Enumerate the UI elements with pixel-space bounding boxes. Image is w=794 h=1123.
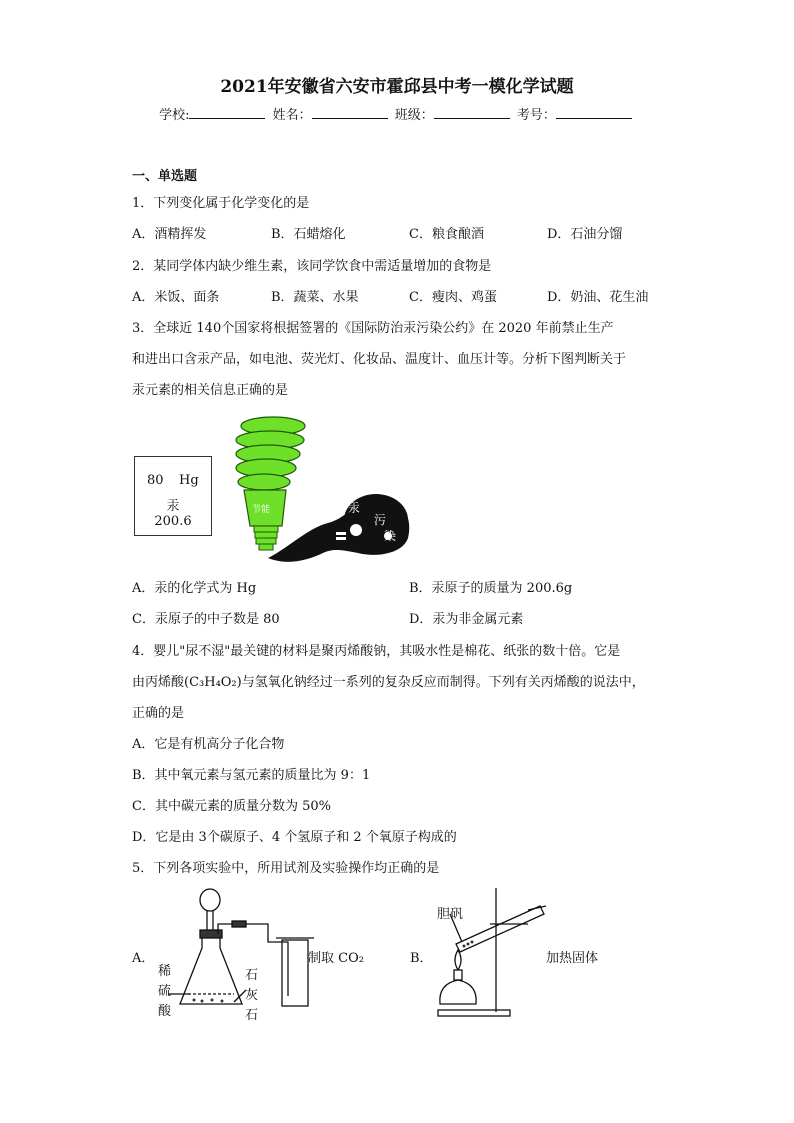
atomic-number: 80 bbox=[147, 473, 164, 488]
name-blank[interactable] bbox=[312, 106, 388, 119]
school-blank[interactable] bbox=[189, 106, 265, 119]
number-blank[interactable] bbox=[556, 106, 632, 119]
number-label: 考号： bbox=[516, 108, 556, 123]
bulb-label: 节能 bbox=[252, 505, 271, 515]
skull-text-3: 染 bbox=[384, 529, 397, 543]
question-4-line-1: 4．婴儿"尿不湿"最关键的材料是聚丙烯酸钠，其吸水性是棉花、纸张的数十倍。它是 bbox=[132, 644, 621, 659]
question-5-option-b-label: B． bbox=[410, 951, 433, 966]
cfl-bulb-pollution-illustration bbox=[228, 408, 418, 568]
question-3-line-3: 汞元素的相关信息正确的是 bbox=[132, 383, 289, 398]
question-4-line-2: 由丙烯酸(C₃H₄O₂)与氢氧化钠经过一系列的复杂反应而制得。下列有关丙烯酸的说法中， bbox=[132, 675, 645, 690]
question-4-option-c: C．其中碳元素的质量分数为 50% bbox=[132, 799, 331, 814]
acid-char-2: 硫 bbox=[158, 984, 172, 999]
page-title: 2021年安徽省六安市霍邱县中考一模化学试题 bbox=[220, 77, 574, 97]
question-2-option-c: C．瘦肉、鸡蛋 bbox=[409, 290, 497, 305]
question-2-stem: 2．某同学体内缺少维生素，该同学饮食中需适量增加的食物是 bbox=[132, 259, 492, 274]
question-2-option-d: D．奶油、花生油 bbox=[547, 290, 649, 305]
question-5-a-caption: 制取 CO₂ bbox=[308, 951, 364, 966]
cfl-spiral bbox=[236, 417, 305, 490]
question-1-option-b: B．石蜡熔化 bbox=[271, 227, 346, 242]
question-1-stem: 1．下列变化属于化学变化的是 bbox=[132, 196, 310, 211]
element-name: 汞 bbox=[166, 499, 180, 514]
question-3-option-b: B．汞原子的质量为 200.6g bbox=[409, 581, 573, 596]
skull-text-1: 汞 bbox=[348, 501, 361, 515]
question-1-option-c: C．粮食酿酒 bbox=[409, 227, 484, 242]
element-card-mercury bbox=[134, 456, 212, 536]
element-symbol: Hg bbox=[179, 473, 199, 488]
class-blank[interactable] bbox=[434, 106, 510, 119]
question-3-line-2: 和进出口含汞产品，如电池、荧光灯、化妆品、温度计、血压计等。分析下图判断关于 bbox=[132, 352, 627, 367]
school-label: 学校: bbox=[159, 108, 190, 123]
question-4-option-a: A．它是有机高分子化合物 bbox=[132, 737, 285, 752]
skull-text-2: 污 bbox=[374, 513, 387, 527]
question-5-stem: 5．下列各项实验中，所用试剂及实验操作均正确的是 bbox=[132, 861, 440, 876]
stone-char-2: 灰 bbox=[245, 988, 259, 1003]
question-1-option-d: D．石油分馏 bbox=[547, 227, 623, 242]
dilute-acid-label bbox=[158, 962, 174, 1022]
question-5-b-reagent: 胆矾 bbox=[437, 907, 464, 922]
question-4-option-b: B．其中氧元素与氢元素的质量比为 9：1 bbox=[132, 768, 371, 783]
limestone-label bbox=[245, 966, 261, 1026]
question-3-option-d: D．汞为非金属元素 bbox=[409, 612, 524, 627]
question-4-option-d: D．它是由 3个碳原子、4 个氢原子和 2 个氧原子构成的 bbox=[132, 830, 457, 845]
atomic-mass: 200.6 bbox=[154, 514, 192, 529]
student-info bbox=[0, 104, 794, 123]
acid-char-1: 稀 bbox=[158, 964, 172, 979]
question-5-option-a-label: A． bbox=[132, 951, 155, 966]
name-label: 姓名： bbox=[272, 108, 312, 123]
stone-char-3: 石 bbox=[245, 1008, 259, 1023]
stone-char-1: 石 bbox=[245, 968, 259, 983]
section-heading: 一、单选题 bbox=[132, 169, 198, 184]
acid-char-3: 酸 bbox=[158, 1004, 172, 1019]
question-1-option-a: A．酒精挥发 bbox=[132, 227, 207, 242]
question-3-line-1: 3．全球近 140个国家将根据签署的《国际防治汞污染公约》在 2020 年前禁止生产 bbox=[132, 321, 614, 336]
class-label: 班级： bbox=[394, 108, 434, 123]
cfl-screw bbox=[254, 526, 278, 550]
question-2-option-a: A．米饭、面条 bbox=[132, 290, 220, 305]
question-3-option-c: C．汞原子的中子数是 80 bbox=[132, 612, 280, 627]
question-3-option-a: A．汞的化学式为 Hg bbox=[132, 581, 257, 596]
question-2-option-b: B．蔬菜、水果 bbox=[271, 290, 359, 305]
question-4-line-3: 正确的是 bbox=[132, 706, 185, 721]
question-5-b-caption: 加热固体 bbox=[546, 951, 599, 966]
